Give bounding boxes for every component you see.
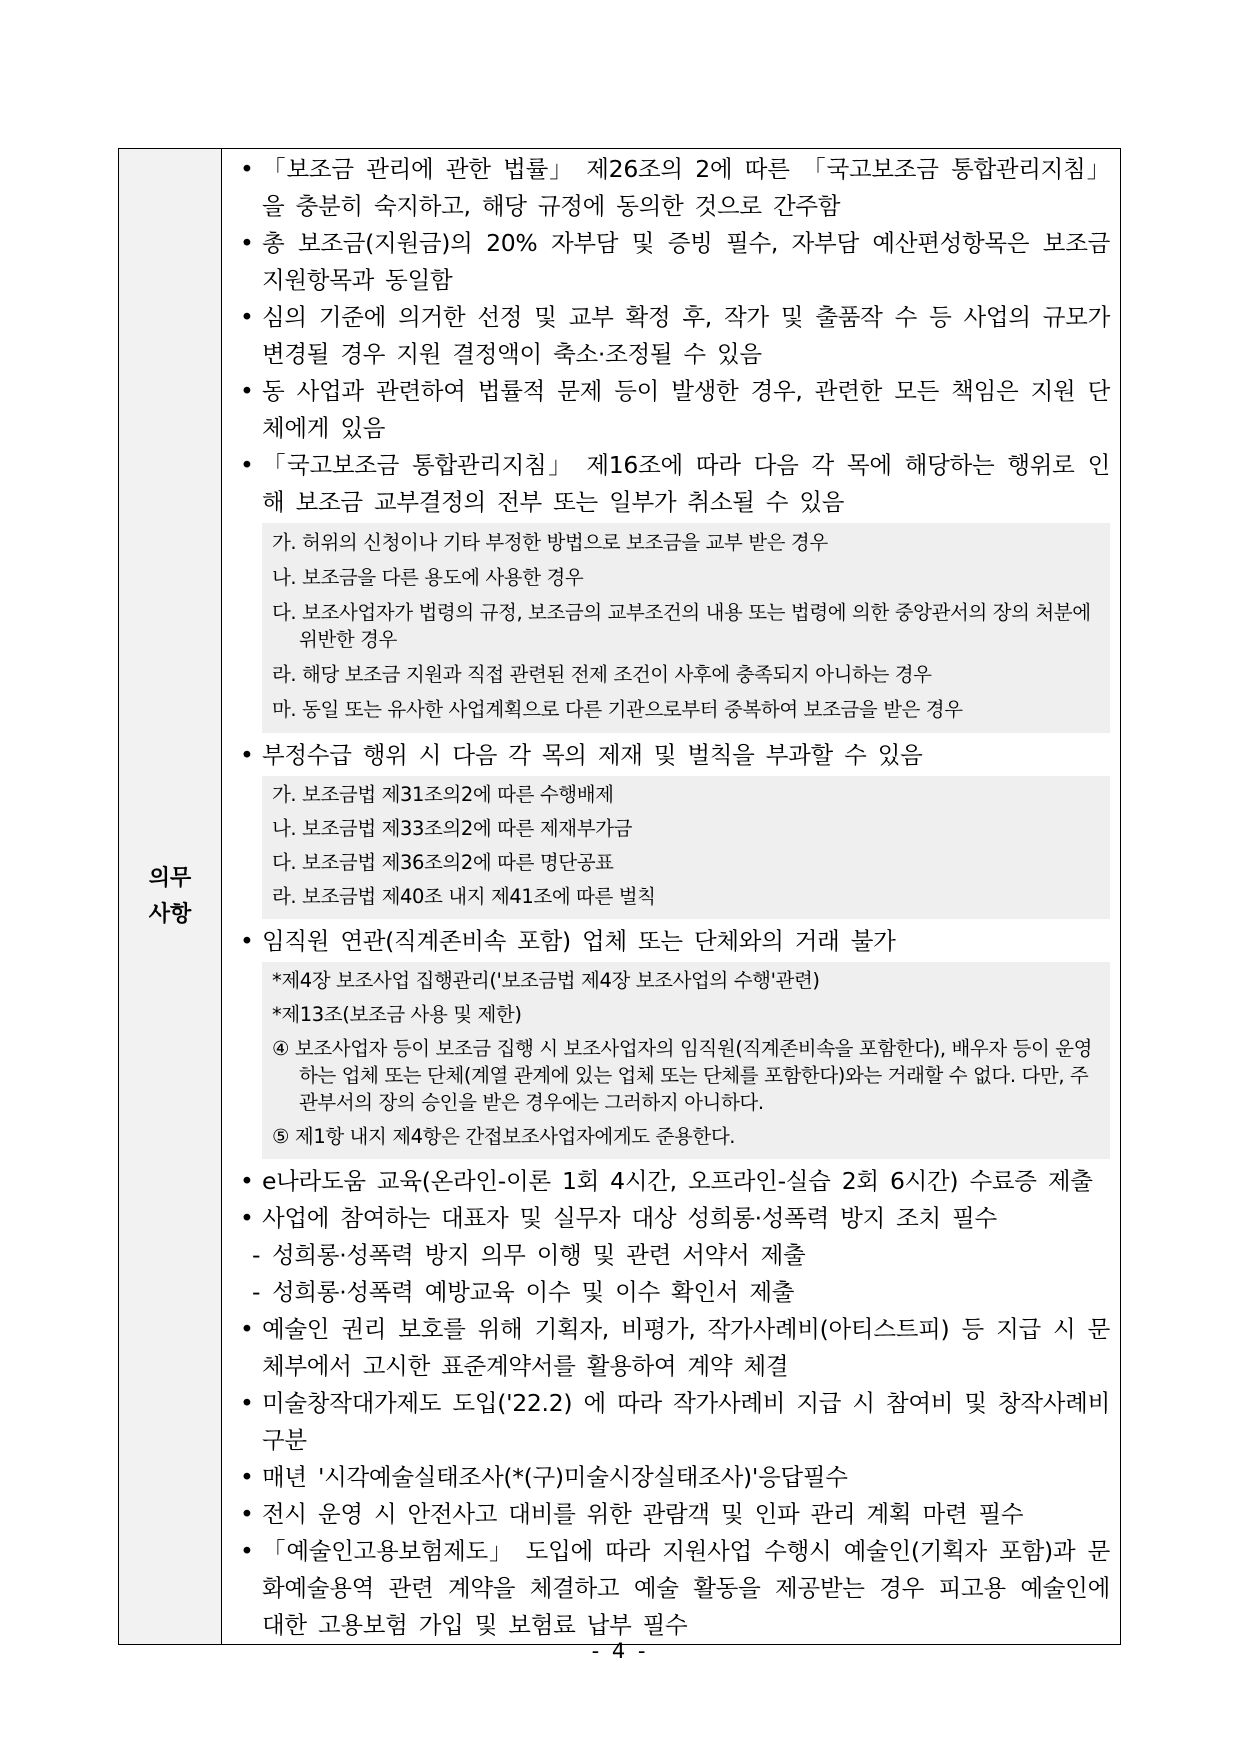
box-line: ④ 보조사업자 등이 보조금 집행 시 보조사업자의 임직원(직계존비속을 포함한다), 배우자 등이 운영하는 업체 또는 단체(계열 관계에 있는 업체 또는 단체를 포함한다)와는 거래할 수 없다. 다만, 주관부서의 장의 승인을 받은 경우에는 그러하지 아니하다. xyxy=(272,1037,1093,1114)
box-line: 다. 보조사업자가 법령의 규정, 보조금의 교부조건의 내용 또는 법령에 의한 중앙관서의 장의 처분에 위반한 경우 xyxy=(272,601,1091,651)
box-line: 가. 허위의 신청이나 기타 부정한 방법으로 보조금을 교부 받은 경우 xyxy=(272,531,828,554)
bullet-item: • 예술인 권리 보호를 위해 기획자, 비평가, 작가사례비(아티스트피) 등 지급 시 문체부에서 고시한 표준계약서를 활용하여 계약 체결 xyxy=(236,1311,1110,1385)
bullet-item: • 부정수급 행위 시 다음 각 목의 제재 및 벌칙을 부과할 수 있음 xyxy=(236,737,1110,774)
bullet-item: • 「국고보조금 통합관리지침」 제16조에 따라 다음 각 목에 해당하는 행위로 인해 보조금 교부결정의 전부 또는 일부가 취소될 수 있음 xyxy=(236,447,1110,521)
box-line: *제13조(보조금 사용 및 제한) xyxy=(272,1003,522,1026)
sanctions-box xyxy=(262,776,1110,919)
bullet-item: • 동 사업과 관련하여 법률적 문제 등이 발생한 경우, 관련한 모든 책임은 지원 단체에게 있음 xyxy=(236,373,1110,447)
dash-item: - 성희롱·성폭력 예방교육 이수 및 이수 확인서 제출 xyxy=(236,1274,1110,1311)
box-line: 나. 보조금을 다른 용도에 사용한 경우 xyxy=(272,566,584,589)
regulation-excerpt-box xyxy=(262,962,1110,1159)
bullet-item: • 「보조금 관리에 관한 법률」 제26조의 2에 따른 「국고보조금 통합관리지침」을 충분히 숙지하고, 해당 규정에 동의한 것으로 간주함 xyxy=(236,151,1110,225)
box-line: 나. 보조금법 제33조의2에 따른 제재부가금 xyxy=(272,817,633,840)
bullet-item: • 총 보조금(지원금)의 20% 자부담 및 증빙 필수, 자부담 예산편성항목은 보조금 지원항목과 동일함 xyxy=(236,225,1110,299)
section-label-line1: 의무 xyxy=(148,865,192,891)
obligations-table xyxy=(118,148,1121,1645)
bullet-item: • 「예술인고용보험제도」 도입에 따라 지원사업 수행시 예술인(기획자 포함)과 문화예술용역 관련 계약을 체결하고 예술 활동을 제공받는 경우 피고용 예술인에 대한 고용보험 가입 및 보험료 납부 필수 xyxy=(236,1533,1110,1644)
box-line: *제4장 보조사업 집행관리('보조금법 제4장 보조사업의 수행'관련) xyxy=(272,969,820,992)
box-line: 다. 보조금법 제36조의2에 따른 명단공표 xyxy=(272,851,614,874)
obligations-list xyxy=(222,149,1120,1644)
bullet-item: • 미술창작대가제도 도입('22.2) 에 따라 작가사례비 지급 시 참여비 및 창작사례비 구분 xyxy=(236,1385,1110,1459)
content-cell xyxy=(222,149,1121,1645)
bullet-item: • 사업에 참여하는 대표자 및 실무자 대상 성희롱·성폭력 방지 조치 필수 xyxy=(236,1200,1110,1237)
section-label-cell xyxy=(119,149,222,1645)
box-line: 가. 보조금법 제31조의2에 따른 수행배제 xyxy=(272,783,614,806)
box-line: 라. 보조금법 제40조 내지 제41조에 따른 벌칙 xyxy=(272,885,656,908)
box-line: 마. 동일 또는 유사한 사업계획으로 다른 기관으로부터 중복하여 보조금을 받은 경우 xyxy=(272,698,963,721)
dash-item: - 성희롱·성폭력 방지 의무 이행 및 관련 서약서 제출 xyxy=(236,1237,1110,1274)
section-label-line2: 사항 xyxy=(148,901,192,927)
page-number: - 4 - xyxy=(591,1639,649,1663)
box-line: 라. 해당 보조금 지원과 직접 관련된 전제 조건이 사후에 충족되지 아니하는 경우 xyxy=(272,663,932,686)
cancellation-reasons-box xyxy=(262,523,1110,733)
bullet-item: • e나라도움 교육(온라인-이론 1회 4시간, 오프라인-실습 2회 6시간) 수료증 제출 xyxy=(236,1163,1110,1200)
bullet-item: • 전시 운영 시 안전사고 대비를 위한 관람객 및 인파 관리 계획 마련 필수 xyxy=(236,1496,1110,1533)
box-line: ⑤ 제1항 내지 제4항은 간접보조사업자에게도 준용한다. xyxy=(272,1125,736,1148)
bullet-item: • 임직원 연관(직계존비속 포함) 업체 또는 단체와의 거래 불가 xyxy=(236,923,1110,960)
bullet-item: • 매년 '시각예술실태조사(*(구)미술시장실태조사)'응답필수 xyxy=(236,1459,1110,1496)
bullet-item: • 심의 기준에 의거한 선정 및 교부 확정 후, 작가 및 출품작 수 등 사업의 규모가 변경될 경우 지원 결정액이 축소·조정될 수 있음 xyxy=(236,299,1110,373)
